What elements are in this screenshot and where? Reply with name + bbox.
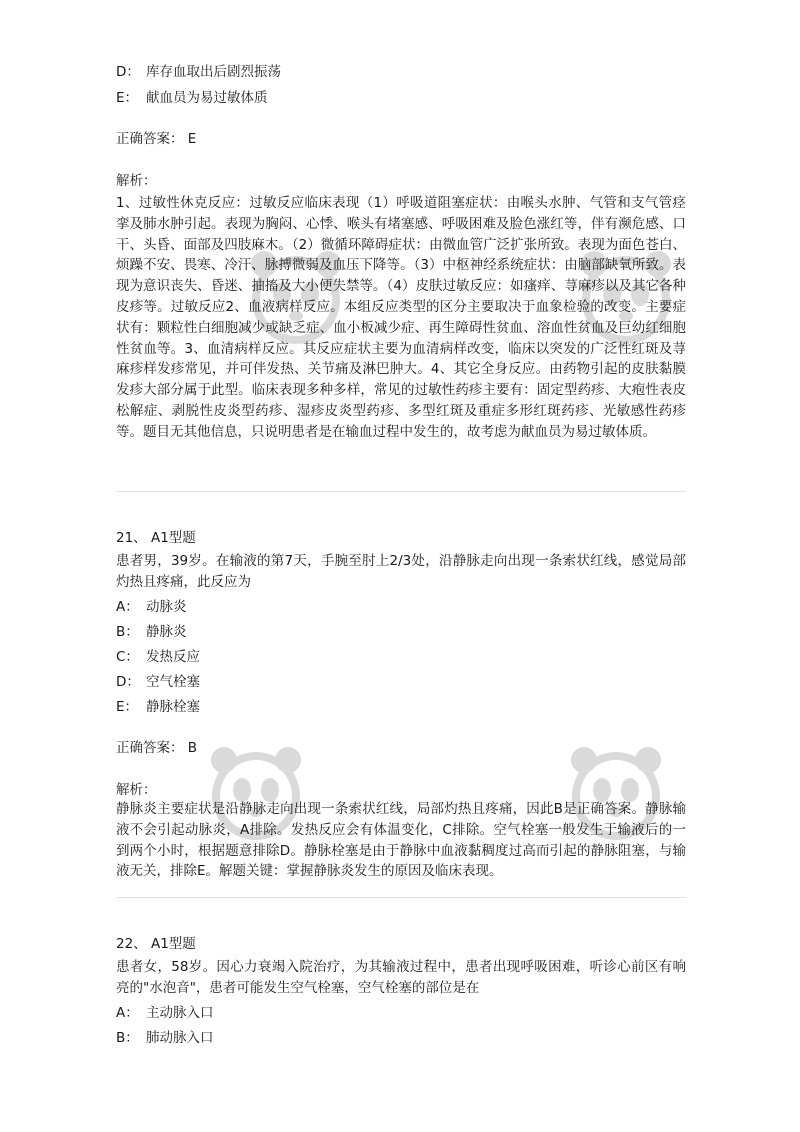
option-letter: D： — [116, 674, 140, 690]
option-text: 主动脉入口 — [146, 1005, 214, 1021]
analysis-label: 解析： — [116, 782, 157, 798]
option-text: 肺动脉入口 — [146, 1030, 214, 1046]
option-a — [116, 1003, 214, 1023]
option-text: 献血员为易过敏体质 — [146, 90, 268, 106]
option-letter: C： — [116, 649, 139, 665]
answer-value: B — [187, 740, 198, 756]
option-text: 动脉炎 — [146, 599, 187, 615]
option-b — [116, 622, 187, 642]
option-letter: B： — [116, 1030, 139, 1046]
analysis-label: 解析： — [116, 173, 157, 189]
analysis-text: 1、过敏性休克反应：过敏反应临床表现（1）呼吸道阻塞症状：由喉头水肿、气管和支气管痉挛及肺水肿引起。表现为胸闷、心悸、喉头有堵塞感、呼吸困难及脸色涨红等，伴有濒危感、口干、头昏、面部及四肢麻木。（2）微循环障碍症状：由微血管广泛扩张所致。表现为面色苍白、烦躁不安、畏寒、冷汗、脉搏微弱及血压下降等。（3）中枢神经系统症状：由脑部缺氧所致。表现为意识丧失、昏迷、抽搐及大小便失禁等。（4）皮肤过敏反应：如瘙痒、荨麻疹以及其它各种皮疹等。过敏反应2、血液病样反应。本组反应类型的区分主要取决于血象检验的改变。主要症状有：颗粒性白细胞减少或缺乏症、血小板减少症、再生障碍性贫血、溶血性贫血及巨幼红细胞性贫血等。3、血清病样反应。其反应症状主要为血清病样改变，临床以突发的广泛性红斑及荨麻疹样发疹常见，并可伴发热、关节痛及淋巴肿大。4、其它全身反应。由药物引起的皮肤黏膜发疹大部分属于此型。临床表现多种多样，常见的过敏性药疹主要有：固定型药疹、大疱性表皮松解症、剥脱性皮炎型药疹、湿疹皮炎型药疹、多型红斑及重症多形红斑药疹、光敏感性药疹等。题目无其他信息，只说明患者是在输血过程中发生的，故考虑为献血员为易过敏体质。 — [116, 195, 686, 440]
analysis-text: 静脉炎主要症状是沿静脉走向出现一条索状红线，局部灼热且疼痛，因此B是正确答案。静脉输液不会引起动脉炎，A排除。发热反应会有体温变化，C排除。空气栓塞一般发生于输液后的一到两个小时，根据题意排除D。静脉栓塞是由于静脉中血液黏稠度过高而引起的静脉阻塞，与输液无关，排除E。解题关键：掌握静脉炎发生的原因及临床表现。 — [116, 801, 686, 880]
option-letter: D： — [116, 64, 140, 80]
option-text: 空气栓塞 — [146, 674, 200, 690]
question-stem: 患者女，58岁。因心力衰竭入院治疗，为其输液过程中，患者出现呼吸困难，听诊心前区有响亮的"水泡音"，患者可能发生空气栓塞，空气栓塞的部位是在 — [116, 959, 686, 996]
option-letter: B： — [116, 624, 139, 640]
correct-answer — [116, 738, 197, 758]
option-a — [116, 597, 187, 617]
question-stem: 患者男，39岁。在输液的第7天，手腕至肘上2/3处，沿静脉走向出现一条索状红线，感觉局部灼热且疼痛，此反应为 — [116, 553, 686, 590]
option-text: 静脉炎 — [146, 624, 187, 640]
option-b — [116, 1028, 214, 1048]
option-letter: A： — [116, 599, 139, 615]
answer-label: 正确答案： — [116, 131, 184, 147]
option-c — [116, 647, 200, 667]
option-e — [116, 697, 200, 717]
option-letter: A： — [116, 1005, 139, 1021]
option-letter: E： — [116, 90, 139, 106]
question-header: 21、 A1型题 — [116, 530, 196, 546]
option-letter: E： — [116, 699, 139, 715]
option-text: 静脉栓塞 — [146, 699, 200, 715]
answer-value: E — [187, 131, 197, 147]
option-d — [116, 672, 200, 692]
question-header: 22、 A1型题 — [116, 936, 196, 952]
correct-answer — [116, 129, 196, 149]
answer-label: 正确答案： — [116, 740, 184, 756]
question-divider — [116, 897, 686, 898]
option-d — [116, 62, 281, 82]
option-text: 库存血取出后剧烈振荡 — [146, 64, 281, 80]
option-e — [116, 88, 268, 108]
question-divider — [116, 491, 686, 492]
option-text: 发热反应 — [146, 649, 200, 665]
